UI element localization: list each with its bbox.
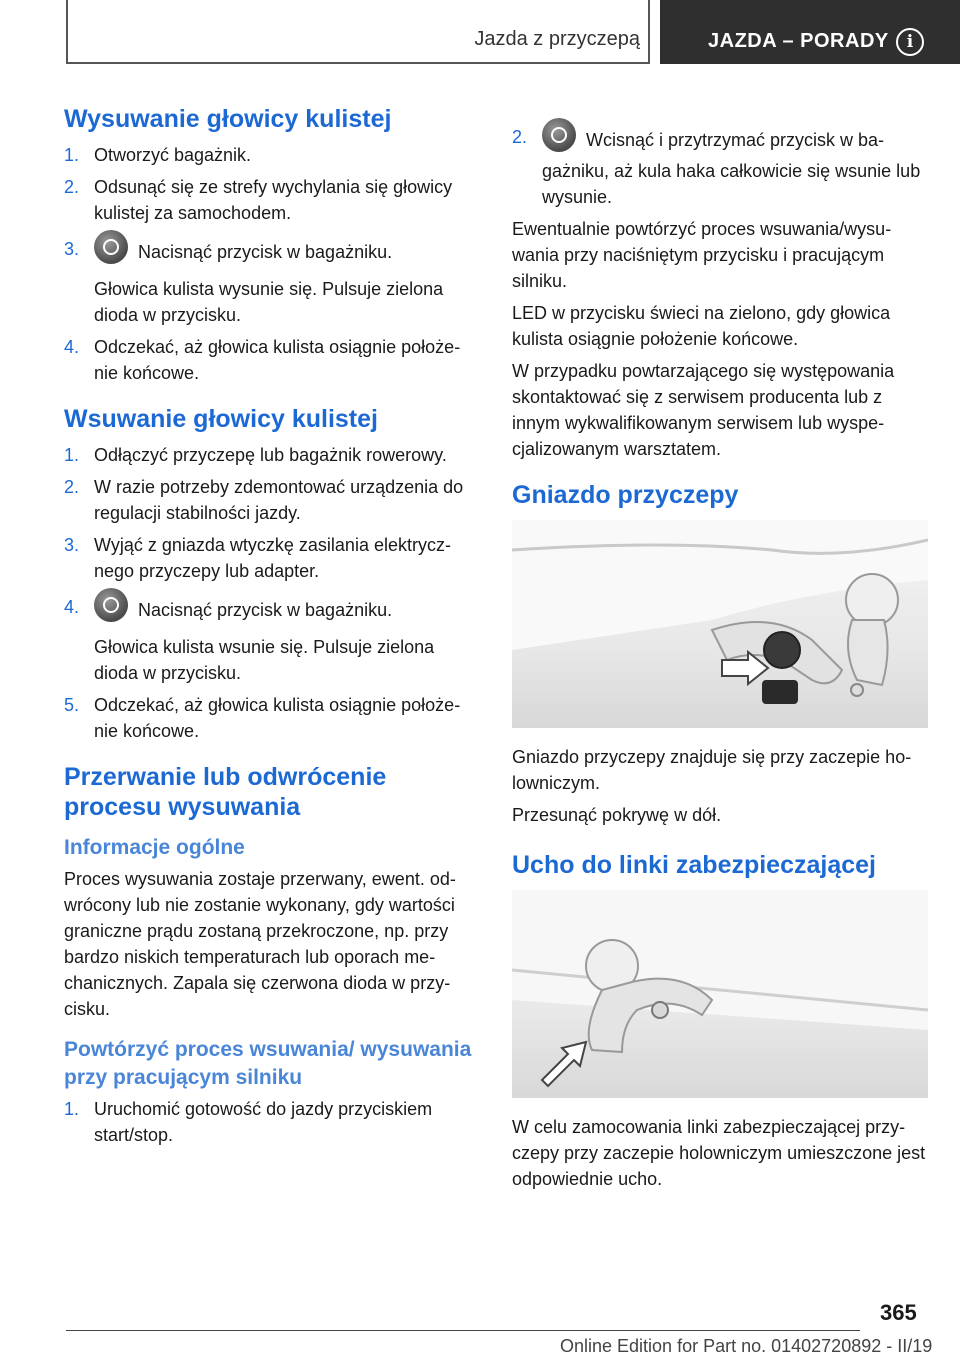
list-item: 1. Uruchomić gotowość do jazdy przyciskiem start/stop. bbox=[64, 1099, 433, 1145]
chapter-title: JAZDA – PORADY bbox=[708, 30, 889, 52]
paragraph: LED w przycisku świeci na zielono, gdy głowica kulista osiągnie położenie końcowe. bbox=[512, 303, 891, 349]
header-rule-left bbox=[66, 0, 68, 62]
edition-note: Online Edition for Part no. 01402720892 - II/19 bbox=[560, 1336, 933, 1356]
paragraph: Proces wysuwania zostaje przerwany, ewent. odwrócony lub nie zostanie wykonany, gdy wartości graniczne prądu zostaną przekroczone, np. przy bardzo niskich temperaturach lub oporach mechanicznych. Zapala się czerwona dioda w przycisku. bbox=[64, 869, 456, 1019]
subheading-general-info: Informacje ogólne bbox=[64, 836, 245, 859]
heading-retract-ball-head: Wsuwanie głowicy kulistej bbox=[64, 405, 378, 433]
list-item: 1. Odłączyć przyczepę lub bagażnik rowerowy. bbox=[64, 445, 447, 465]
footer-rule bbox=[66, 1330, 860, 1331]
heading-trailer-socket: Gniazdo przyczepy bbox=[512, 481, 739, 509]
paragraph: Gniazdo przyczepy znajduje się przy zaczepie holowniczym. bbox=[512, 747, 912, 793]
header-rule-bottom bbox=[66, 62, 650, 64]
heading-interrupt-process: Przerwanie lub odwrócenie procesu wysuwania bbox=[64, 763, 387, 821]
list-item: 2. Wcisnąć i przytrzymać przycisk w bagażniku, aż kula haka całkowicie się wsunie lub wysunie. bbox=[512, 124, 930, 210]
tow-hitch-button-icon bbox=[94, 588, 128, 622]
paragraph: W celu zamocowania linki zabezpieczającej przyczepy przy zaczepie holowniczym umieszczone jest odpowiednie ucho. bbox=[512, 1117, 926, 1189]
info-icon: i bbox=[896, 28, 924, 56]
header-rule-divider bbox=[648, 0, 650, 64]
tow-hitch-button-icon bbox=[542, 118, 576, 152]
list-item: 2. Odsunąć się ze strefy wychylania się głowicy kulistej za samochodem. bbox=[64, 177, 453, 223]
list-item: 1. Otworzyć bagażnik. bbox=[64, 145, 252, 165]
safety-cable-eye-image bbox=[512, 890, 928, 1098]
right-column bbox=[512, 104, 930, 1198]
paragraph: W przypadku powtarzającego się występowania skontaktować się z serwisem producenta lub z innym wykwalifikowanym serwisem lub wyspecjalizowanym warsztatem. bbox=[512, 361, 895, 459]
list-item: 3. Nacisnąć przycisk w bagażniku. bbox=[64, 236, 478, 270]
paragraph: Ewentualnie powtórzyć proces wsuwania/wysuwania przy naciśniętym przycisku i pracującym silniku. bbox=[512, 219, 892, 291]
subheading-repeat-process: Powtórzyć proces wsuwania/ wysuwania przy pracującym silniku bbox=[64, 1038, 472, 1089]
tow-hitch-button-icon bbox=[94, 230, 128, 264]
list-item: 4. Nacisnąć przycisk w bagażniku. bbox=[64, 594, 478, 628]
page-number: 365 bbox=[880, 1300, 917, 1325]
paragraph: Przesunąć pokrywę w dół. bbox=[512, 805, 722, 825]
step-note: Głowica kulista wysunie się. Pulsuje zielona dioda w przycisku. bbox=[94, 279, 444, 325]
left-column bbox=[64, 104, 478, 1154]
list-item: 5. Odczekać, aż głowica kulista osiągnie położenie końcowe. bbox=[64, 695, 461, 741]
list-item: 3. Wyjąć z gniazda wtyczkę zasilania elektrycznego przyczepy lub adapter. bbox=[64, 535, 451, 581]
step-note: Głowica kulista wsunie się. Pulsuje zielona dioda w przycisku. bbox=[94, 637, 435, 683]
list-item: 4. Odczekać, aż głowica kulista osiągnie położenie końcowe. bbox=[64, 337, 461, 383]
section-title: Jazda z przyczepą bbox=[474, 28, 640, 50]
trailer-socket-image bbox=[512, 520, 928, 728]
heading-extend-ball-head: Wysuwanie głowicy kulistej bbox=[64, 105, 392, 133]
heading-safety-cable-eye: Ucho do linki zabezpieczającej bbox=[512, 851, 877, 879]
list-item: 2. W razie potrzeby zdemontować urządzenia do regulacji stabilności jazdy. bbox=[64, 477, 464, 523]
